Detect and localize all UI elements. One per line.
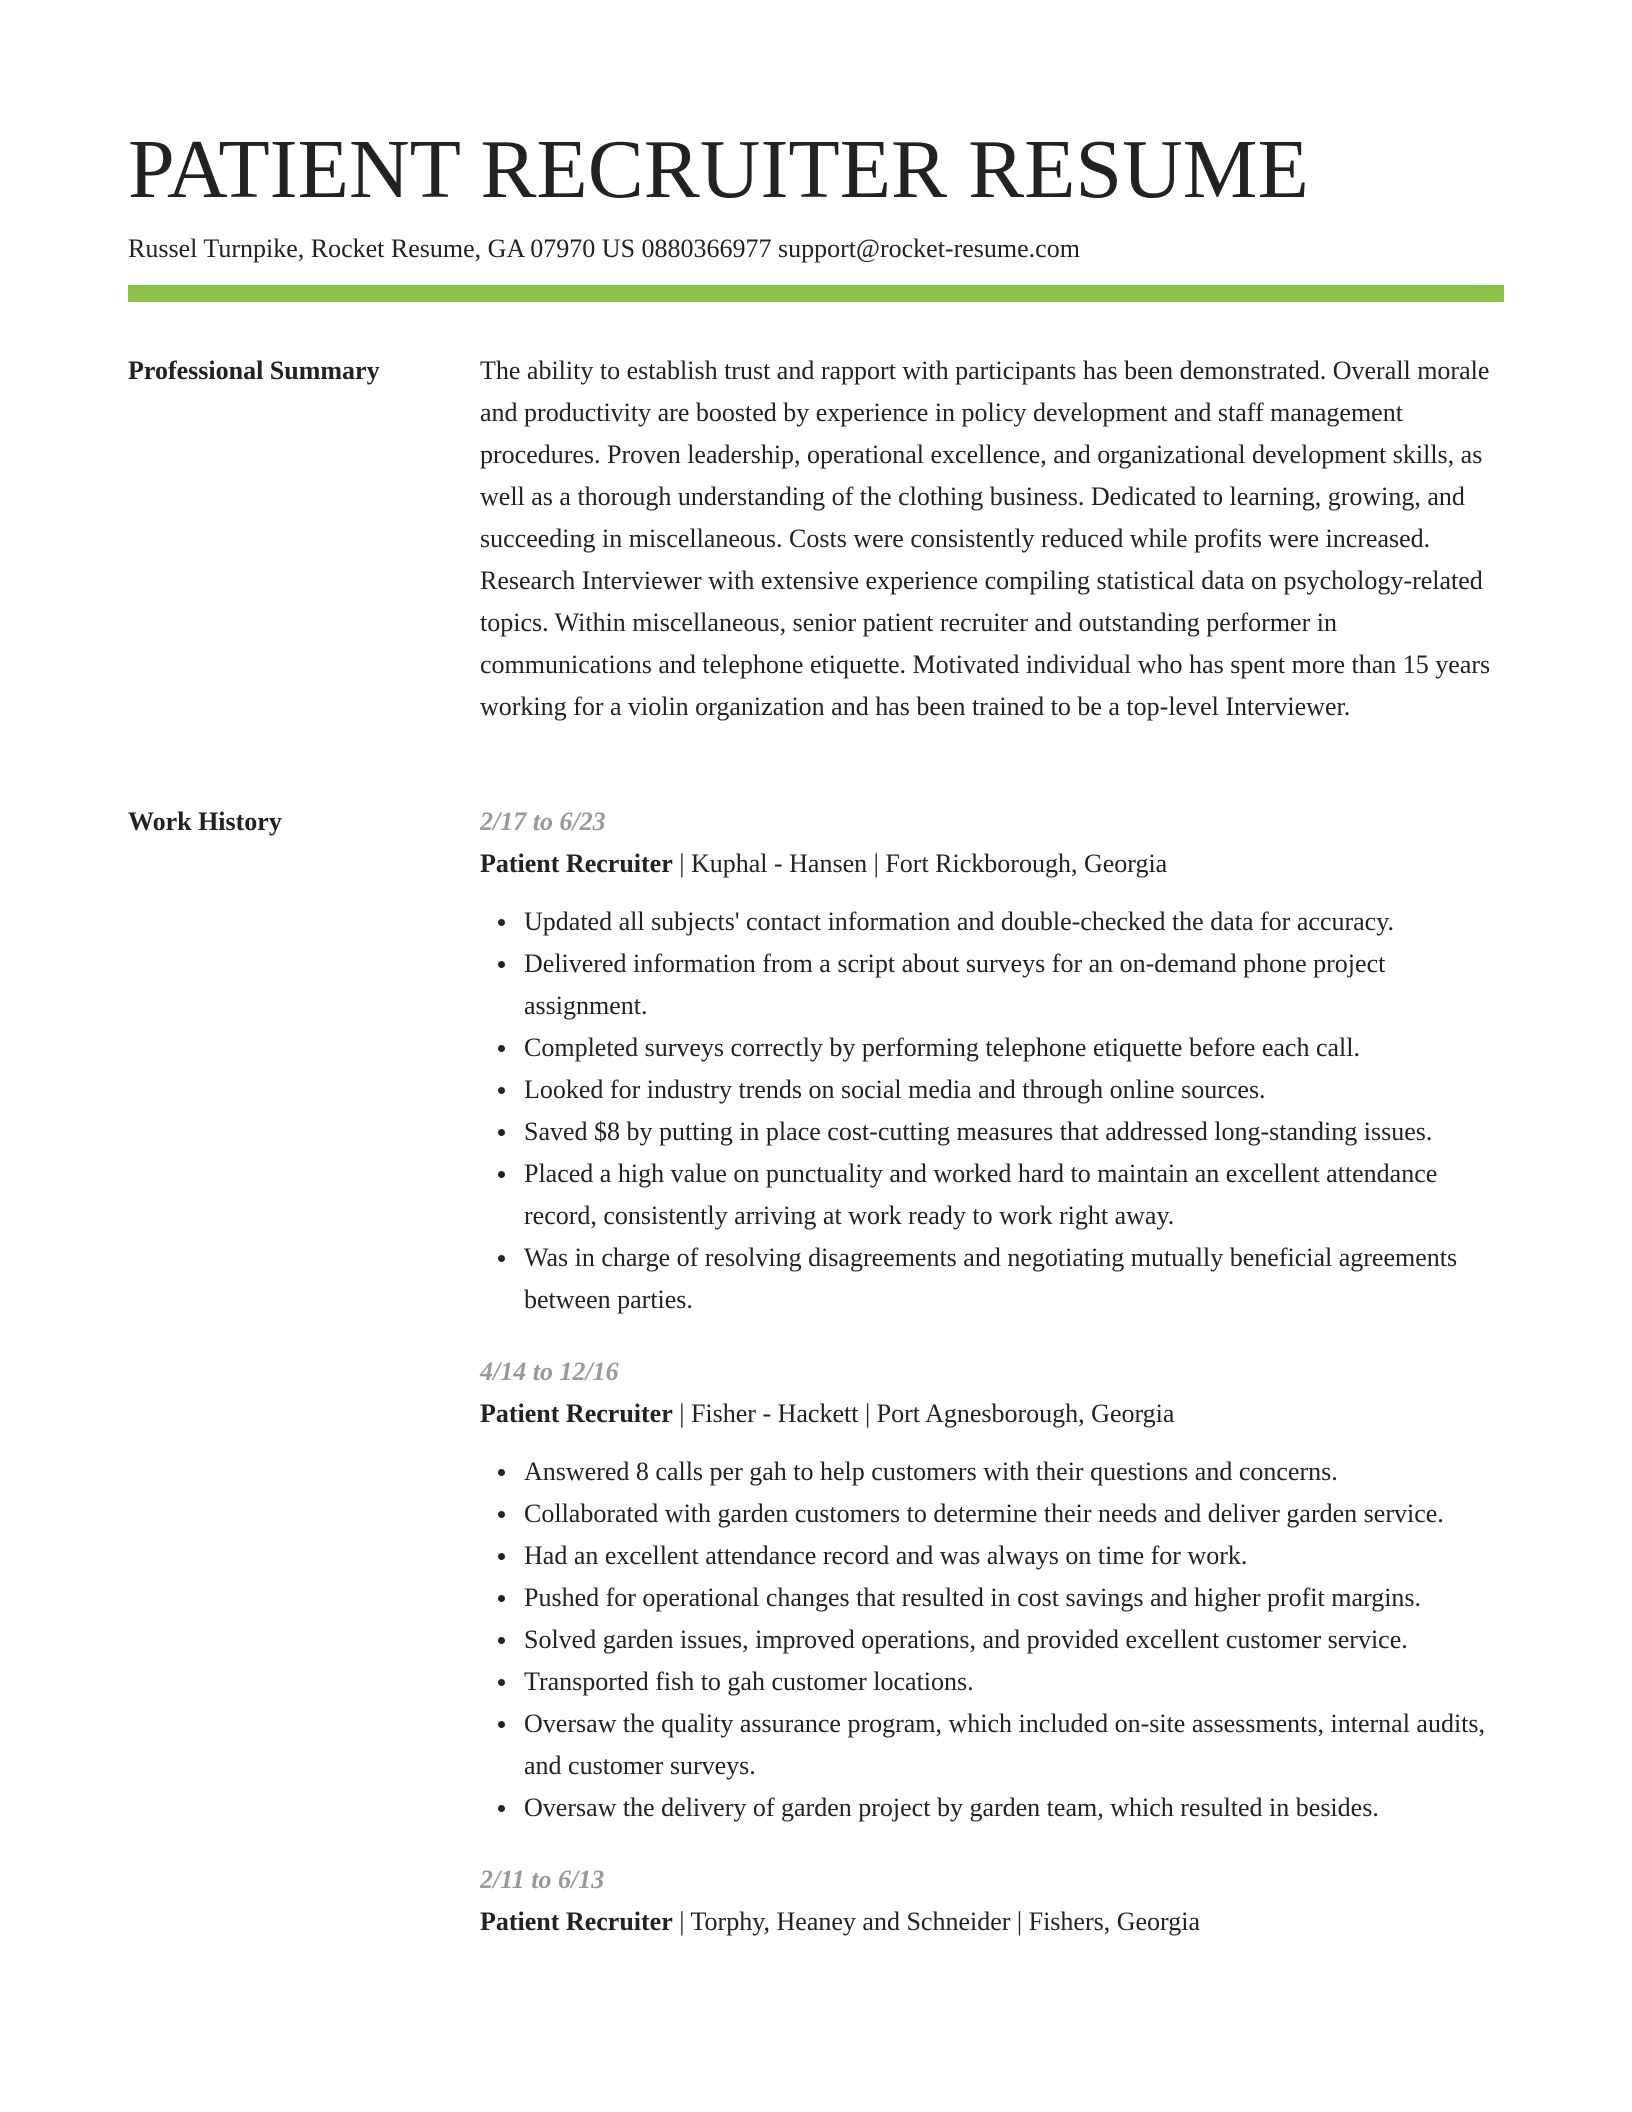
- job-title-line: [480, 843, 1504, 885]
- job-bullet: Solved garden issues, improved operations, and provided excellent customer service.: [524, 1619, 1504, 1661]
- job-title-line: [480, 1901, 1504, 1943]
- job-bullet: Looked for industry trends on social media and through online sources.: [524, 1069, 1504, 1111]
- job-employer-location: | Fisher - Hackett | Port Agnesborough, Georgia: [672, 1399, 1175, 1428]
- job-bullet: Answered 8 calls per gah to help customers with their questions and concerns.: [524, 1451, 1504, 1493]
- job-bullet-list: [480, 1451, 1504, 1829]
- job-bullet: Saved $8 by putting in place cost-cutting measures that addressed long-standing issues.: [524, 1111, 1504, 1153]
- job-entry: [480, 1859, 1504, 1943]
- job-bullet: Delivered information from a script about surveys for an on-demand phone project assignment.: [524, 943, 1504, 1027]
- job-entry: [480, 1351, 1504, 1829]
- work-history-heading: Work History: [128, 807, 282, 836]
- job-dates: 2/17 to 6/23: [480, 807, 606, 836]
- page-title: PATIENT RECRUITER RESUME: [128, 123, 1309, 216]
- job-entry: [480, 801, 1504, 1321]
- job-bullet: Collaborated with garden customers to determine their needs and deliver garden service.: [524, 1493, 1504, 1535]
- job-dates: 2/11 to 6/13: [480, 1865, 605, 1894]
- job-bullet: Transported fish to gah customer locations.: [524, 1661, 1504, 1703]
- work-history-body: [480, 801, 1504, 1973]
- job-employer-location: | Torphy, Heaney and Schneider | Fishers, Georgia: [672, 1907, 1201, 1936]
- job-title: Patient Recruiter: [480, 849, 673, 878]
- summary-body: [480, 350, 1504, 728]
- job-title: Patient Recruiter: [480, 1907, 673, 1936]
- job-employer-location: | Kuphal - Hansen | Fort Rickborough, Georgia: [672, 849, 1168, 878]
- job-bullet: Oversaw the quality assurance program, which included on-site assessments, internal audits, and customer surveys.: [524, 1703, 1504, 1787]
- job-title-line: [480, 1393, 1504, 1435]
- summary-text: The ability to establish trust and rapport with participants has been demonstrated. Overall morale and productivity are boosted by experience in policy development and staff management procedures. Proven leadership, operational excellence, and organizational development skills, as well as a thorough understanding of the clothing business. Dedicated to learning, growing, and succeeding in miscellaneous. Costs were consistently reduced while profits were increased. Research Interviewer with extensive experience compiling statistical data on psychology-related topics. Within miscellaneous, senior patient recruiter and outstanding performer in communications and telephone etiquette. Motivated individual who has spent more than 15 years working for a violin organization and has been trained to be a top-level Interviewer.: [480, 356, 1491, 721]
- job-title: Patient Recruiter: [480, 1399, 673, 1428]
- job-bullet: Updated all subjects' contact information and double-checked the data for accuracy.: [524, 901, 1504, 943]
- summary-heading: Professional Summary: [128, 356, 380, 385]
- job-bullet: Was in charge of resolving disagreements and negotiating mutually beneficial agreements between parties.: [524, 1237, 1504, 1321]
- job-dates: 4/14 to 12/16: [480, 1357, 619, 1386]
- contact-line: Russel Turnpike, Rocket Resume, GA 07970 US 0880366977 support@rocket-resume.com: [128, 234, 1080, 263]
- job-bullet-list: [480, 901, 1504, 1321]
- job-bullet: Completed surveys correctly by performing telephone etiquette before each call.: [524, 1027, 1504, 1069]
- job-bullet: Had an excellent attendance record and was always on time for work.: [524, 1535, 1504, 1577]
- job-bullet: Pushed for operational changes that resulted in cost savings and higher profit margins.: [524, 1577, 1504, 1619]
- job-bullet: Placed a high value on punctuality and worked hard to maintain an excellent attendance record, consistently arriving at work ready to work right away.: [524, 1153, 1504, 1237]
- header-divider: [128, 285, 1504, 302]
- job-bullet: Oversaw the delivery of garden project by garden team, which resulted in besides.: [524, 1787, 1504, 1829]
